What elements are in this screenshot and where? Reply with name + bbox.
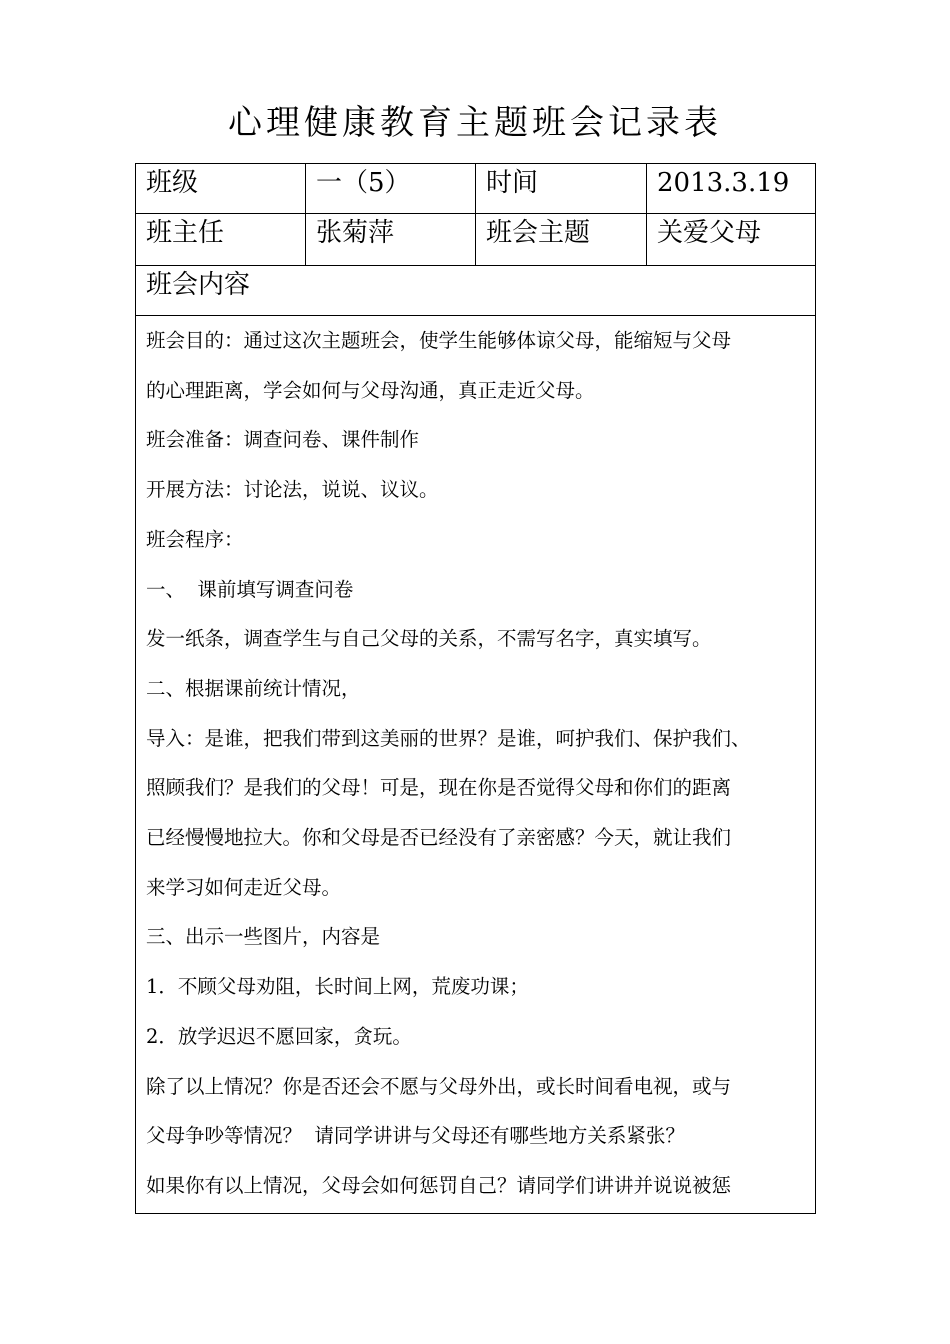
content-line: 1．不顾父母劝阻，长时间上网，荒废功课； — [146, 975, 529, 999]
document-title: 心理健康教育主题班会记录表 — [228, 103, 722, 143]
theme-label: 班会主题 — [476, 214, 647, 265]
content-line: 班会程序： — [146, 527, 244, 551]
table-row-class-time — [136, 164, 815, 214]
content-line: 2．放学迟迟不愿回家，贪玩。 — [146, 1024, 412, 1048]
content-line: 父母争吵等情况？ 请同学讲讲与父母还有哪些地方关系紧张？ — [146, 1124, 685, 1148]
content-line: 二、根据课前统计情况， — [146, 676, 361, 700]
content-line: 已经慢慢地拉大。你和父母是否已经没有了亲密感？今天，就让我们 — [146, 826, 732, 850]
content-line: 导入：是谁，把我们带到这美丽的世界？是谁，呵护我们、保护我们、 — [146, 726, 751, 750]
record-table — [135, 163, 816, 1214]
theme-value: 关爱父母 — [657, 218, 762, 248]
meeting-content — [146, 316, 808, 1211]
content-heading: 班会内容 — [146, 270, 251, 300]
content-line: 三、出示一些图片，内容是 — [146, 925, 381, 949]
time-value: 2013.3.19 — [657, 168, 790, 198]
content-line: 如果你有以上情况，父母会如何惩罚自己？请同学们讲讲并说说被惩 — [146, 1173, 732, 1197]
content-line: 一、 课前填写调查问卷 — [146, 577, 354, 601]
class-value: 一（5） — [306, 164, 476, 213]
content-line: 班会目的：通过这次主题班会，使学生能够体谅父母，能缩短与父母 — [146, 329, 732, 352]
content-line: 班会准备：调查问卷、课件制作 — [146, 428, 420, 452]
content-line: 发一纸条，调查学生与自己父母的关系，不需写名字，真实填写。 — [146, 627, 712, 651]
time-label: 时间 — [476, 164, 647, 213]
content-line: 来学习如何走近父母。 — [146, 875, 342, 899]
content-line: 的心理距离，学会如何与父母沟通，真正走近父母。 — [146, 378, 595, 402]
teacher-value: 张菊萍 — [306, 214, 476, 265]
content-heading-row — [136, 266, 815, 316]
table-row-teacher-theme — [136, 214, 815, 266]
content-line: 除了以上情况？你是否还会不愿与父母外出，或长时间看电视，或与 — [146, 1074, 732, 1098]
class-label: 班级 — [136, 164, 306, 213]
content-line: 开展方法：讨论法，说说、议议。 — [146, 478, 439, 502]
content-line: 照顾我们？是我们的父母！可是，现在你是否觉得父母和你们的距离 — [146, 776, 732, 800]
teacher-label: 班主任 — [136, 214, 306, 265]
